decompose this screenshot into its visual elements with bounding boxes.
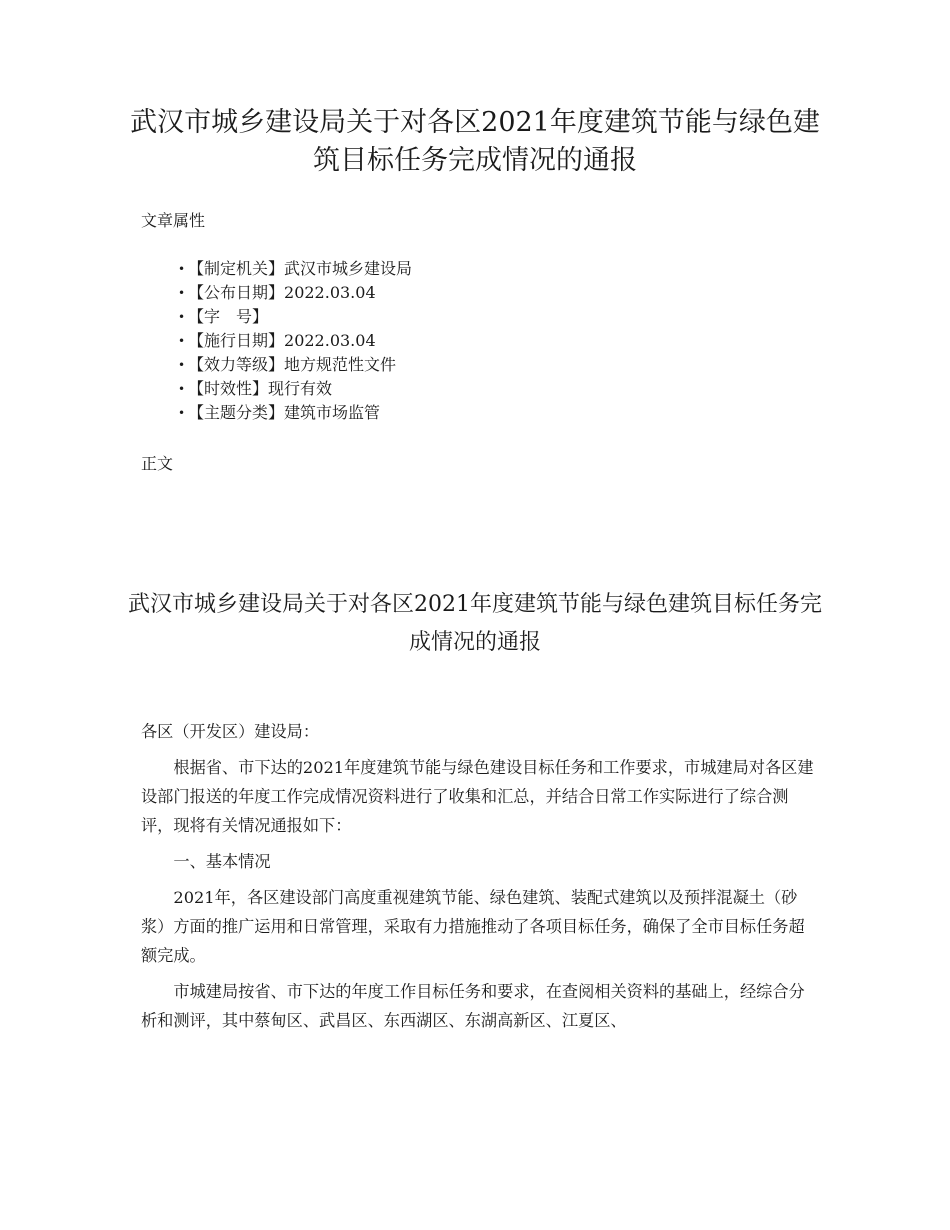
bullet-icon: • bbox=[178, 358, 186, 372]
paragraph: 市城建局按省、市下达的年度工作目标任务和要求，在查阅相关资料的基础上，经综合分析和测评，其中蔡甸区、武昌区、东西湖区、东湖高新区、江夏区、 bbox=[141, 982, 805, 1030]
attribute-item-publish-date bbox=[178, 281, 412, 305]
bullet-icon: • bbox=[178, 262, 186, 276]
bullet-icon: • bbox=[178, 310, 186, 324]
attribute-value: 现行有效 bbox=[268, 379, 333, 398]
attribute-value: 地方规范性文件 bbox=[284, 355, 397, 374]
attribute-item-level bbox=[178, 353, 412, 377]
attribute-value: 2022.03.04 bbox=[284, 283, 376, 302]
section-heading: 一、基本情况 bbox=[173, 852, 271, 871]
attributes-list bbox=[178, 257, 412, 425]
paragraph: 根据省、市下达的2021年度建筑节能与绿色建设目标任务和工作要求，市城建局对各区建设部门报送的年度工作完成情况资料进行了收集和汇总，并结合日常工作实际进行了综合测评，现将有关情况通报如下： bbox=[141, 758, 814, 835]
salutation: 各区（开发区）建设局： bbox=[141, 722, 320, 741]
attribute-value: 建筑市场监管 bbox=[284, 403, 381, 422]
bullet-icon: • bbox=[178, 382, 186, 396]
attribute-item-validity bbox=[178, 377, 412, 401]
document-title: 武汉市城乡建设局关于对各区2021年度建筑节能与绿色建筑目标任务完成情况的通报 bbox=[128, 592, 822, 655]
attribute-label: 【时效性】 bbox=[188, 379, 269, 398]
body-heading: 正文 bbox=[141, 454, 174, 473]
attribute-value: 2022.03.04 bbox=[284, 331, 376, 350]
bullet-icon: • bbox=[178, 406, 186, 420]
document-content bbox=[141, 717, 817, 1035]
bullet-icon: • bbox=[178, 286, 186, 300]
attribute-item-doc-number bbox=[178, 305, 412, 329]
attribute-label: 【字 号】 bbox=[188, 307, 269, 326]
attribute-value: 武汉市城乡建设局 bbox=[284, 259, 413, 278]
attributes-heading: 文章属性 bbox=[141, 211, 206, 230]
paragraph: 2021年，各区建设部门高度重视建筑节能、绿色建筑、装配式建筑以及预拌混凝土（砂浆）方面的推广运用和日常管理，采取有力措施推动了各项目标任务，确保了全市目标任务超额完成。 bbox=[141, 888, 805, 965]
attribute-label: 【主题分类】 bbox=[188, 403, 285, 422]
attribute-item-issuer bbox=[178, 257, 412, 281]
attribute-label: 【施行日期】 bbox=[188, 331, 285, 350]
attribute-item-category bbox=[178, 401, 412, 425]
bullet-icon: • bbox=[178, 334, 186, 348]
attribute-label: 【制定机关】 bbox=[188, 259, 285, 278]
attribute-label: 【效力等级】 bbox=[188, 355, 285, 374]
attribute-item-effective-date bbox=[178, 329, 412, 353]
page-title: 武汉市城乡建设局关于对各区2021年度建筑节能与绿色建筑目标任务完成情况的通报 bbox=[130, 107, 820, 176]
attribute-label: 【公布日期】 bbox=[188, 283, 285, 302]
